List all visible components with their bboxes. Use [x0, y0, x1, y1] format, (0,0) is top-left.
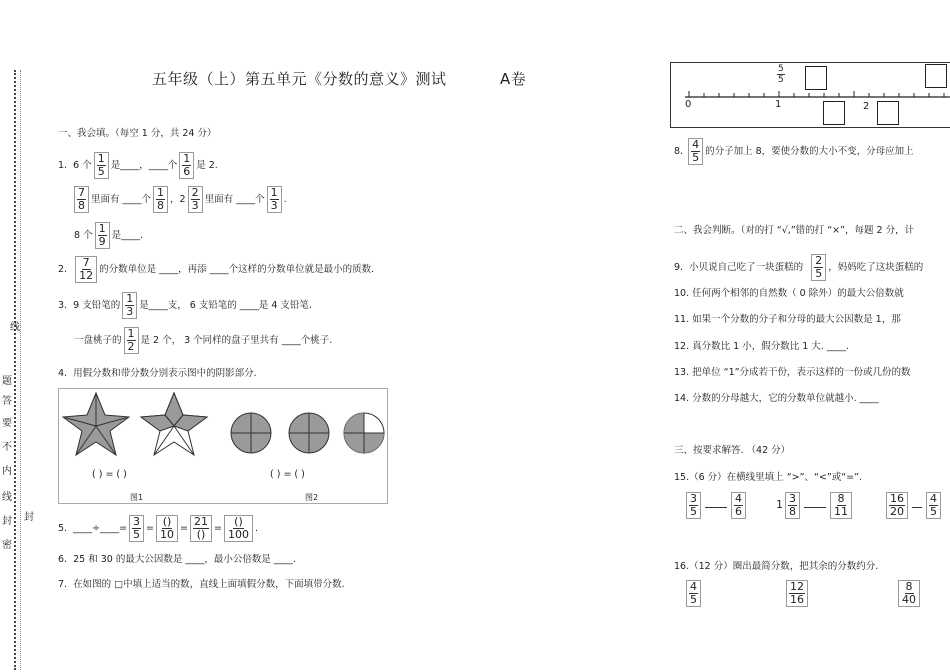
margin-char: 题	[2, 376, 12, 387]
fraction: $\frac{3}{5}$	[686, 492, 701, 519]
fraction: $\frac{()}{10}$	[156, 515, 178, 542]
fraction: $\frac{12}{16}$	[786, 580, 808, 607]
question-13: 13. 把单位 “1”分成若干份，表示这样的一份或几份的数	[674, 367, 911, 378]
question-15: 15.（6 分）在横线里填上 “>”、“<”或“=”.	[674, 472, 863, 483]
answer-blank[interactable]	[804, 497, 826, 508]
page-title: 五年级（上）第五单元《分数的意义》测试	[152, 70, 447, 88]
figure-2-label: 图2	[305, 493, 319, 502]
paper-label: A卷	[500, 70, 527, 88]
figure-1-caption: ( ) = ( )	[92, 469, 127, 480]
margin-char: 要	[2, 418, 12, 429]
fraction: $\frac{7}{8}$	[74, 186, 89, 213]
question-1b: $\frac{7}{8}$ 里面有 ____个 $\frac{1}{8}$ ，2 $\frac{2}{3}$ 里面有 ____个 $\frac{1}{3}$ .	[72, 186, 287, 213]
section-1-heading: 一、我会填。（每空 1 分，共 24 分）	[58, 128, 217, 139]
margin-char: 线	[2, 492, 12, 503]
fraction: $\frac{()}{100}$	[224, 515, 253, 542]
tick-label: 1	[775, 99, 782, 110]
answer-box[interactable]	[925, 64, 947, 88]
fraction: $\frac{4}{5}$	[926, 492, 941, 519]
fraction: $\frac{3}{5}$	[129, 515, 144, 542]
question-3: 3. 9 支铅笔的 $\frac{1}{3}$ 是____支， 6 支铅笔的 ____是 4 支铅笔.	[58, 292, 312, 318]
simplify-fraction	[784, 580, 810, 607]
tick-label: 0	[685, 99, 692, 110]
question-6: 6. 25 和 30 的最大公因数是 ____，最小公倍数是 ____.	[58, 554, 296, 565]
fraction: $\frac{7}{12}$	[75, 256, 97, 283]
fraction: $\frac{1}{3}$	[122, 292, 137, 319]
question-1c: 8 个 $\frac{1}{9}$ 是____.	[74, 222, 144, 248]
margin-char: 封	[2, 516, 12, 527]
fraction: $\frac{1}{9}$	[95, 222, 110, 249]
fraction: $\frac{2}{3}$	[188, 186, 203, 213]
section-2-heading: 二、我会判断。（对的打 “√,”错的打 “×”，每题 2 分，计	[674, 225, 915, 236]
answer-box[interactable]	[823, 101, 845, 125]
fraction: $\frac{1}{5}$	[94, 152, 109, 179]
circle-full-2	[289, 413, 329, 453]
question-14: 14. 分数的分母越大，它的分数单位就越小. ____	[674, 393, 879, 404]
tick-label: 2	[863, 101, 870, 112]
fraction: $\frac{3}{8}$	[785, 492, 800, 519]
star-partial-figure	[141, 393, 207, 455]
simplify-fraction	[684, 580, 703, 607]
fraction: $\frac{4}{6}$	[731, 492, 746, 519]
margin-char: 密	[2, 540, 12, 551]
section-3-heading: 三、按要求解答. （42 分）	[674, 445, 791, 456]
question-4: 4. 用假分数和带分数分别表示图中的阴影部分.	[58, 368, 257, 379]
fraction: $\frac{16}{20}$	[886, 492, 908, 519]
question-9: 9. 小贝说自己吃了一块蛋糕的 $\frac{2}{5}$ ，妈妈吃了这块蛋糕的	[674, 254, 924, 280]
margin-char: 不	[2, 442, 12, 453]
compare-pair	[684, 492, 748, 519]
question-7: 7. 在如图的 □中填上适当的数，直线上面填假分数，下面填带分数.	[58, 579, 345, 590]
fraction: $\frac{8}{11}$	[830, 492, 852, 519]
number-line-figure	[670, 62, 950, 128]
margin-char: 线	[10, 322, 20, 333]
margin-char: 答	[2, 396, 12, 407]
answer-blank[interactable]	[912, 497, 922, 508]
circle-partial	[344, 413, 384, 453]
question-1: 1. 6 个 $\frac{1}{5}$ 是____，____个 $\frac{1}{6}$ 是 2.	[58, 152, 218, 178]
fraction: $\frac{1}{6}$	[179, 152, 194, 179]
figure-box	[58, 388, 388, 504]
question-5: 5. ____÷____= $\frac{3}{5}$ = $\frac{()}{10}$ = $\frac{21}{()}$ = $\frac{()}{100}$ .	[58, 515, 258, 541]
star-shaded-figure	[63, 393, 129, 455]
compare-pair: 1 $\frac{3}{8}$ $\frac{8}{11}$	[776, 492, 854, 519]
circle-full-1	[231, 413, 271, 453]
question-3b: 一盘桃子的 $\frac{1}{2}$ 是 2 个， 3 个同样的盘子里共有 ____个桃子.	[74, 327, 333, 353]
question-12: 12. 真分数比 1 小，假分数比 1 大. ____.	[674, 341, 849, 352]
margin-char: 内	[2, 466, 12, 477]
fraction: $\frac{8}{40}$	[898, 580, 920, 607]
question-2: 2. $\frac{7}{12}$ 的分数单位是 ____，再添 ____个这样的分数单位就是最小的质数.	[58, 256, 375, 282]
fraction: $\frac{2}{5}$	[811, 254, 826, 281]
binding-dotted-line-inner	[20, 70, 21, 670]
answer-box[interactable]	[877, 101, 899, 125]
compare-pair	[884, 492, 943, 519]
fraction: $\frac{5}{5}$	[775, 64, 787, 85]
fraction: $\frac{1}{8}$	[153, 186, 168, 213]
figure-1-label: 图1	[130, 493, 144, 502]
question-16: 16.（12 分）圈出最简分数，把其余的分数约分.	[674, 561, 879, 572]
binding-dotted-line	[14, 70, 16, 670]
fraction: $\frac{21}{()}$	[190, 515, 212, 542]
fraction: $\frac{4}{5}$	[688, 138, 703, 165]
question-11: 11. 如果一个分数的分子和分母的最大公因数是 1，那	[674, 314, 901, 325]
answer-blank[interactable]	[705, 497, 727, 508]
figure-2-caption: ( ) = ( )	[270, 469, 305, 480]
margin-char: 封	[24, 512, 34, 523]
answer-box[interactable]	[805, 66, 827, 90]
question-8: 8. $\frac{4}{5}$ 的分子加上 8，要使分数的大小不变，分母应加上	[674, 138, 914, 164]
fraction: $\frac{1}{2}$	[124, 327, 139, 354]
shaded-figures	[59, 389, 387, 503]
fraction: $\frac{1}{3}$	[267, 186, 282, 213]
fraction: $\frac{4}{5}$	[686, 580, 701, 607]
simplify-fraction	[896, 580, 922, 607]
question-10: 10. 任何两个相邻的自然数（ 0 除外）的最大公倍数就	[674, 288, 904, 299]
